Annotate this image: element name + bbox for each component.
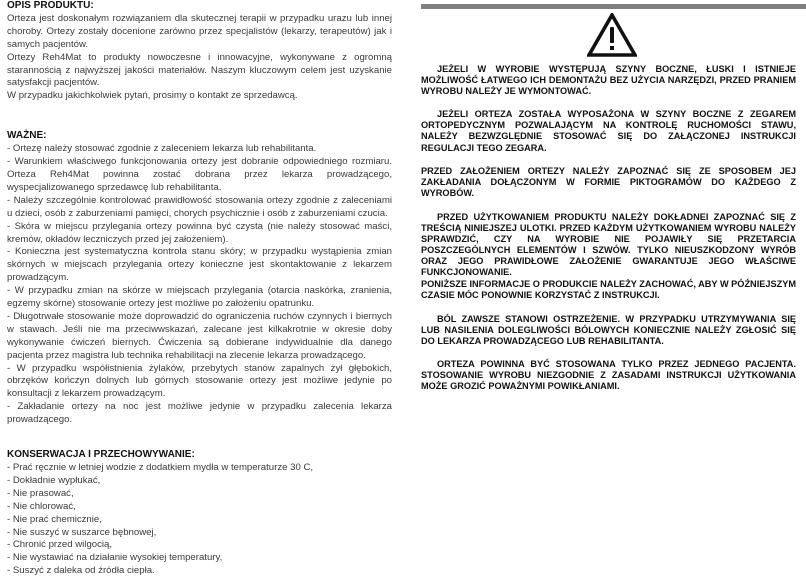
- warning-paragraph: PRZED UŻYTKOWANIEM PRODUKTU NALEŻY DOKŁADNEI ZAPOZNAĆ SIĘ Z TREŚCIĄ NINIEJSZEJ ULOTKI. PRZED KAŻDYM UŻYTKOWANIEM WYROBU NALEŻY SPRAWDZIĆ, CZY NA WYROBIE NIE POJAWIŁY SIĘ PRZETARCIA POSZCZEGÓLNYCH ELEMENTÓW I SZWÓW. TYLKO NIEUSZKODZONY WYRÓB ORAZ JEGO PRAWIDŁOWE ZAŁOŻENIE GWARANTUJE JEGO WŁAŚCIWE FUNKCJONOWANIE.: [421, 211, 796, 278]
- warning-paragraph: JEŻELI W WYROBIE WYSTĘPUJĄ SZYNY BOCZNE, ŁUSKI I ISTNIEJE MOŻLIWOŚĆ ŁATWEGO ICH DEMONTAŻU BEZ UŻYCIA NARZĘDZI, PRZED PRANIEM WYROBU NALEŻY JE WYMONTOWAĆ.: [421, 64, 796, 97]
- warning-paragraph: ORTEZA POWINNA BYĆ STOSOWANA TYLKO PRZEZ JEDNEGO PACJENTA. STOSOWANIE WYROBU NIEZGODNIE Z ZASADAMI INSTRUKCJI UŻYTKOWANIA MOŻE GROZIĆ POWAŻNYMI POWIKŁANIAMI.: [421, 358, 796, 392]
- section-title-konserwacja: KONSERWACJA I PRZECHOWYWANIE:: [7, 449, 195, 461]
- left-column: [7, 0, 392, 578]
- list-item: - Skóra w miejscu przylegania ortezy powinna być czysta (nie należy stosować maści, kremów, okładów leczniczych przed jej założeniem).: [7, 220, 392, 245]
- warning-triangle-icon: [587, 13, 637, 57]
- spacer: [421, 301, 796, 314]
- list-item: - Zakładanie ortezy na noc jest możliwe jedynie w przypadku zalecenia lekarza prowadzącego.: [7, 401, 392, 426]
- list-item: - Nie prasować,: [7, 487, 74, 499]
- warning-paragraph: PRZED ZAŁOŻENIEM ORTEZY NALEŻY ZAPOZNAĆ SIĘ ZE SPOSOBEM JEJ ZAKŁADANIA DOŁĄCZONYM W FORMIE PIKTOGRAMÓW DO KAŻDEGO Z WYROBÓW.: [421, 165, 796, 198]
- list-item: - Długotrwałe stosowanie może doprowadzić do ograniczenia ruchów czynnych i biernych w stawach. Jeśli nie ma przeciwwskazań, zalecane jest kilkakrotnie w okresie doby wykonywanie ćwiczeń biernych. Ćwiczenia są dobierane indywidualnie dla danego pacjenta przez magistra lub technika rehabilitacji na zlecenie lekarza prowadzącego.: [7, 310, 392, 361]
- list-item: - Dokładnie wypłukać,: [7, 474, 101, 486]
- list-item: - Konieczna jest systematyczna kontrola stanu skóry; w przypadku wystąpienia zmian skórnych w miejscach przylegania ortezy konieczne jest skontaktowanie z lekarzem prowadzącym.: [7, 246, 392, 284]
- spacer: [7, 103, 392, 130]
- list-item: - Nie chlorować,: [7, 500, 76, 512]
- list-item: - W przypadku współistnienia żylaków, przebytych stanów zapalnych żył głębokich, obrzęków kończyn dolnych lub górnych stosowanie ortezy jest możliwe jedynie po konsultacji z lekarzem prowadzącym.: [7, 362, 392, 400]
- section-title-wazne: WAŻNE:: [7, 130, 47, 142]
- paragraph: Orteza jest doskonałym rozwiązaniem dla skutecznej terapii w przypadku urazu lub innej choroby. Ortezy zostały docenione zarówno przez specjalistów (lekarzy, terapeutów) jak i samych pacjentów.: [7, 12, 392, 50]
- spacer: [421, 97, 796, 109]
- list-item: - Ortezę należy stosować zgodnie z zaleceniem lekarza lub rehabilitanta.: [7, 143, 317, 155]
- spacer: [421, 347, 796, 359]
- paragraph: W przypadku jakichkolwiek pytań, prosimy o kontakt ze sprzedawcą.: [7, 90, 298, 102]
- spacer: [421, 199, 796, 212]
- right-column: [421, 64, 796, 392]
- list-item: - Chronić przed wilgocią,: [7, 539, 113, 551]
- list-item: - Należy szczególnie kontrolować prawidłowość stosowania ortezy zgodnie z zaleceniami u dzieci, osób z zaburzeniami pamięci, chorych psychicznie i osób z zaburzeniami czucia.: [7, 194, 392, 219]
- warning-paragraph: PONIŻSZE INFORMACJE O PRODUKCIE NALEŻY ZACHOWAĆ, ABY W PÓŹNIEJSZYM CZASIE MÓC PONOWNIE KORZYSTAĆ Z INSTRUKCJI.: [421, 278, 797, 300]
- warning-paragraph: BÓL ZAWSZE STANOWI OSTRZEŻENIE. W PRZYPADKU UTRZYMYWANIA SIĘ LUB NASILENIA DOLEGLIWOŚCI BÓLOWYCH KONIECZNIE NALEŻY ZGŁOSIĆ SIĘ DO LEKARZA PROWADZĄCEGO LUB REHABILITANTA.: [421, 313, 796, 346]
- list-item: - W przypadku zmian na skórze w miejscach przylegania (otarcia naskórka, zranienia, egzemy skórne) stosowanie ortezy jest możliwe po założeniu opatrunku.: [7, 285, 392, 310]
- list-item: - Suszyć z daleka od źródła ciepła.: [7, 565, 155, 577]
- list-item: - Nie wystawiać na działanie wysokiej temperatury,: [7, 552, 223, 564]
- list-item: - Prać ręcznie w letniej wodzie z dodatkiem mydła w temperaturze 30 C,: [7, 462, 314, 473]
- paragraph: Ortezy Reh4Mat to produkty nowoczesne i innowacyjne, wykonywane z ogromną starannością z najwyższej jakości materiałów. Naszym kluczowym celem jest uzyskanie satysfakcji pacjentów.: [7, 51, 392, 89]
- warning-paragraph: JEŻELI ORTEZA ZOSTAŁA WYPOSAŻONA W SZYNY BOCZNE Z ZEGAREM ORTOPEDYCZNYM POZWALAJĄCYM NA KONTROLĘ RUCHOMOŚCI STAWU, NALEŻY BEZWZGLĘDNIE STOSOWAĆ SIĘ DO ZAŁĄCZONEJ INSTRUKCJI REGULACJI TEGO ZEGARA.: [421, 109, 796, 153]
- list-item: - Nie prać chemicznie,: [7, 513, 102, 525]
- header-divider-bar: [421, 4, 806, 9]
- spacer: [421, 154, 796, 166]
- list-item: - Nie suszyć w suszarce bębnowej,: [7, 526, 157, 538]
- list-item: - Warunkiem właściwego funkcjonowania ortezy jest dobranie odpowiedniego rozmiaru. Orteza Reh4Mat powinna zostać dobrana przez lekarza prowadzącego, wyspecjalizowanego sprzedawcę lub rehabilitanta.: [7, 156, 392, 193]
- spacer: [7, 427, 392, 449]
- section-title-opis: OPIS PRODUKTU:: [7, 0, 94, 11]
